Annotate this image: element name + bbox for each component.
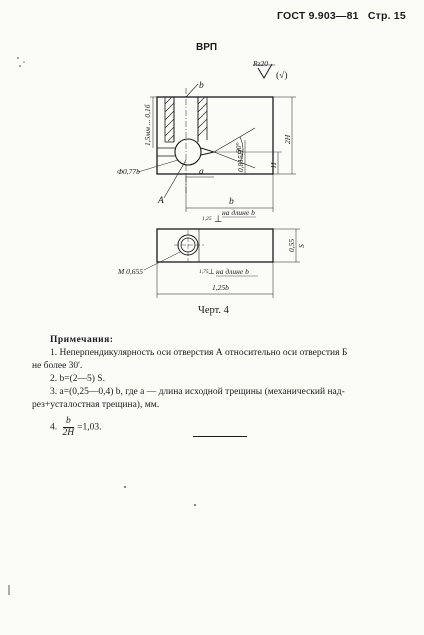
- figure-caption: Черт. 4: [198, 305, 229, 316]
- roughness-value: Rz20: [253, 59, 268, 68]
- notes-section: [32, 334, 404, 439]
- tolerance-125: 1,25: [202, 216, 212, 222]
- end-rule: [193, 436, 247, 437]
- note-3-line-2: рез+усталостная трещина), мм.: [32, 400, 160, 410]
- note-4-prefix: 4.: [50, 422, 58, 433]
- diameter-label: Ф0,77b: [117, 167, 140, 176]
- note-2: 2. b=(2—5) S.: [50, 374, 105, 384]
- perpendicularity-symbol: ⊥: [214, 215, 223, 225]
- tolerance-175: 1,75: [199, 269, 209, 275]
- thread-label: М 0,655: [118, 267, 143, 276]
- note-3-line-1: 3. а=(0,25—0,4) b, где а — длина исходной трещины (механический над-: [50, 387, 345, 397]
- figure-title: ВРП: [196, 42, 218, 53]
- dim-2H: 2H: [283, 134, 292, 144]
- top-view: [117, 208, 306, 298]
- label-a: a: [199, 167, 204, 177]
- standard-number: ГОСТ 9.903—81: [277, 10, 359, 22]
- dim-S: S: [297, 244, 306, 248]
- dim-H: H: [269, 162, 278, 168]
- length-b-label-2: на длине b: [216, 267, 249, 276]
- svg-text:⊥: ⊥: [208, 267, 215, 276]
- notes-title: Примечания:: [50, 335, 114, 345]
- dim-055: 0,55: [287, 238, 296, 252]
- dim-125b: 1,25b: [212, 283, 229, 292]
- note-4-fraction: [63, 416, 75, 439]
- roughness-symbol: [252, 59, 288, 81]
- angle-label: 90°: [234, 142, 243, 153]
- depth-label: 1,5мм ... 0,1б: [143, 104, 152, 146]
- note-4-value: =1,03.: [77, 422, 102, 433]
- dim-0815H: 0,815H: [236, 149, 245, 172]
- note-1-line-2: не более 30'.: [32, 361, 83, 371]
- label-A: A: [158, 196, 164, 206]
- length-b-label-1: на длине b: [222, 208, 255, 217]
- fraction-numerator: b: [63, 416, 75, 428]
- label-b-bottom: b: [229, 197, 234, 207]
- label-b-top: b: [199, 81, 204, 91]
- front-view: [117, 81, 296, 212]
- svg-text:(√): (√): [276, 71, 288, 81]
- note-1-line-1: 1. Неперпендикулярность оси отверстия А относительно оси отверстия Б: [50, 348, 348, 358]
- fraction-denominator: 2H: [62, 428, 75, 438]
- page-number: Стр. 15: [367, 10, 406, 22]
